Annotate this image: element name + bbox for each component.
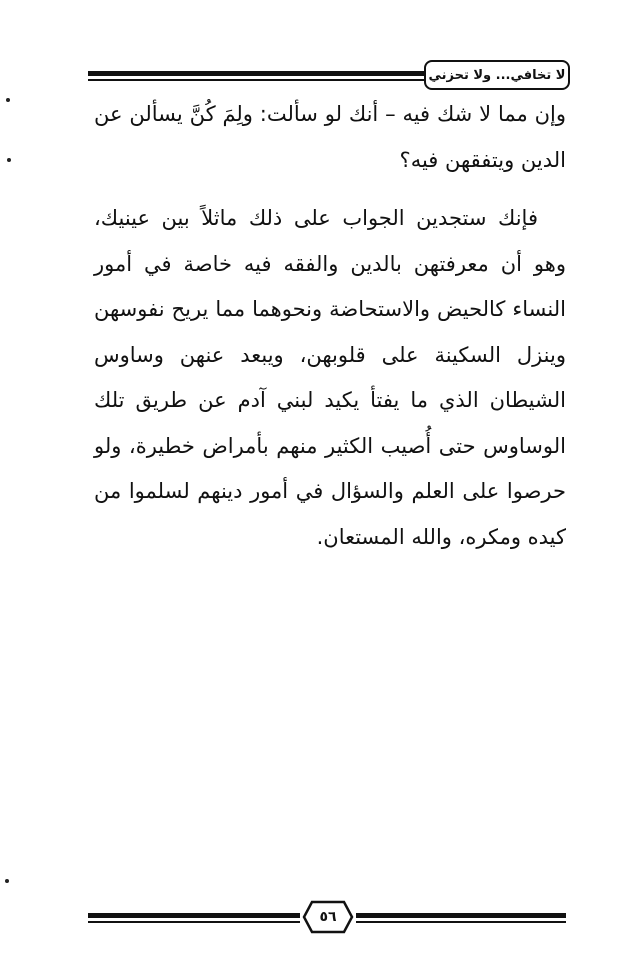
scan-speck — [7, 158, 11, 162]
page-number: ٥٦ — [319, 909, 337, 925]
page-number-badge — [302, 900, 354, 934]
footer-rule-right — [356, 913, 566, 918]
page-footer — [88, 900, 566, 934]
footer-rule-right-thin — [356, 921, 566, 923]
page-header — [88, 58, 570, 92]
scan-speck — [5, 879, 9, 883]
running-title: لا تخافي... ولا تحزني — [428, 67, 566, 83]
page-body — [94, 92, 566, 560]
paragraph-1: وإن مما لا شك فيه – أنك لو سألت: ولِمَ كُنَّ يسألن عن الدين ويتفقهن فيه؟ — [94, 102, 566, 172]
header-rule-thin — [88, 79, 430, 81]
footer-rule-left-thin — [88, 921, 300, 923]
header-rule — [88, 71, 430, 76]
footer-rule-left — [88, 913, 300, 918]
paragraph-2: فإنك ستجدين الجواب على ذلك ماثلاً بين عينيك، وهو أن معرفتهن بالدين والفقه فيه خاصة في أمور النساء كالحيض والاستحاضة ونحوهما مما يريح نفوسهن وينزل السكينة على قلوبهن، ويبعد عنهن وساوس الشيطان الذي ما يفتأ يكيد لبني آدم عن طريق تلك الوساوس حتى أُصيب الكثير منهم بأمراض خطيرة، ولو حرصوا على العلم والسؤال في أمور دينهم لسلموا من كيده ومكره، والله المستعان. — [94, 206, 566, 549]
running-title-box — [424, 60, 570, 90]
scan-speck — [6, 98, 10, 102]
